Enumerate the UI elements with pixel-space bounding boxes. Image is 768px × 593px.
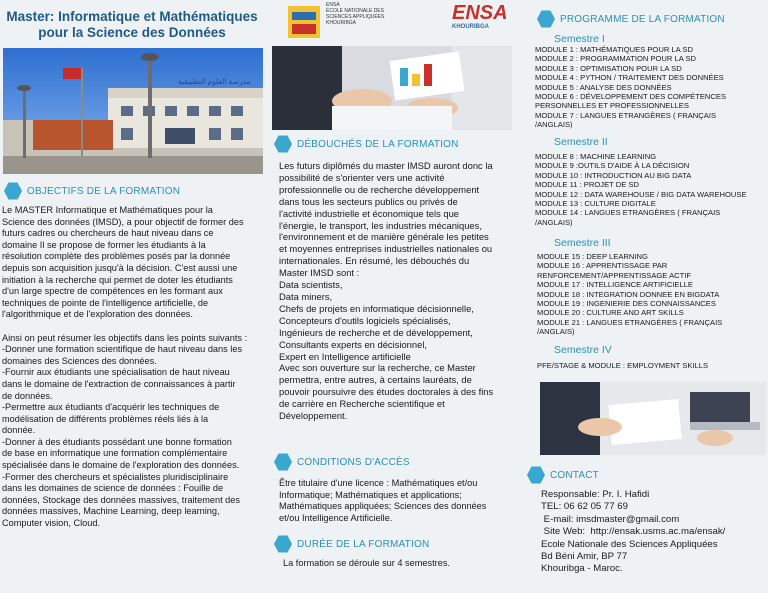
module-item: MODULE 16 : APPRENTISSAGE PAR RENFORCEMENT/APPRENTISSAGE ACTIF — [537, 261, 692, 280]
debouches-text: Les futurs diplômés du master IMSD auront donc la possibilité de s'orienter vers une activité professionnelle ou de recherche développement dans tous les secteurs publics ou privés de l'activité industrielle et économique tels que l'énergie, le transport, les industries mécaniques, l'environnement et de manière générale les petites et moyennes entreprises industrielles nationales ou internationales. En résumé, les débouchés du Master IMSD sont : Data scientists, Data miners, Chefs de projets en informatique décisionnelle, Concepteurs d'outils logiciels spécialisés, Ingénieurs de recherche et de développement, Consultants experts en décisionnel, Expert en Intelligence artificielle Avec son ouverture sur la recherche, ce Master permettra, entre autres, à certains lauréats, de pouvoir poursuivre des études doctorales à des fins de carrière en Recherche scientifique et Développement. — [279, 160, 494, 422]
duree-text: La formation se déroule sur 4 semestres. — [283, 558, 450, 568]
laptop-illustration — [540, 382, 766, 455]
semester-3-modules — [537, 252, 765, 337]
ensa-logo-sub: KHOURIBGA — [452, 24, 489, 30]
objectifs-heading — [4, 182, 180, 200]
duree-heading — [274, 535, 429, 553]
semester-4-label: Semestre IV — [554, 344, 612, 356]
programme-heading — [537, 10, 725, 28]
objectifs-text: Le MASTER Informatique et Mathématiques pour la Science des données (IMSD), a pour objectif de former des futurs cadres ou chercheurs de haut niveau dans ce domaine Il se propose de former les étudiants à la résolution complète des problèmes posés par la donnée depuis son acquisition jusqu'à la décision. C'est aussi une initiation à la recherche qui permet de doter les étudiants d'un large spectre de compétences en les formant aux techniques de pointe de l'intelligence artificielle, de l'algorithmique et de l'exploration des données. Ainsi on peut résumer les objectifs dans les points suivants : -Donner une formation scientifique de haut niveau dans les domaines des Sciences des données. -Fournir aux étudiants une spécialisation de haut niveau dans le domaine de l'extraction de connaissances à partir de données. -Permettre aux étudiants d'acquérir les techniques de modélisation de différents problèmes réels liés à la donnée. -Donner à des étudiants possédant une bonne formation de base en informatique une formation complémentaire spécialisée dans le domaine de l'exploration des données. -Former des chercheurs et spécialistes pluridisciplinaire dans les domaines de science de données : Fouille de données, Stockage des données massives, traitement des données massives, Machine Learning, deep learning, Computer vision, Cloud. — [2, 205, 248, 529]
module-item: MODULE 14 : LANGUES ETRANGÈRES ( FRANÇAIS /ANGLAIS) — [535, 208, 721, 227]
hexagon-icon — [274, 535, 292, 553]
business-illustration — [272, 46, 512, 130]
contact-address: Bd Béni Amir, BP 77 — [541, 551, 628, 563]
semester-4-modules — [537, 361, 765, 370]
laptop-photo — [540, 382, 766, 455]
module-item: MODULE 17 : INTELLIGENCE ARTIFICIELLE — [537, 280, 694, 290]
module-item: MODULE 6 : DÉVELOPPEMENT DES COMPÉTENCES PERSONNELLES ET PROFESSIONNELLES — [535, 92, 727, 111]
hexagon-icon — [537, 10, 555, 28]
module-item: MODULE 7 : LANGUES ETRANGÈRES ( FRANÇAIS /ANGLAIS) — [535, 110, 717, 130]
semester-2-modules — [535, 152, 765, 227]
debouches-heading-text: DÉBOUCHÉS DE LA FORMATION — [297, 138, 459, 150]
module-item: MODULE 20 : CULTURE AND ART SKILLS — [537, 308, 684, 318]
module-item: MODULE 11 : PROJET DE SD — [535, 180, 639, 190]
building-photo — [3, 48, 263, 174]
module-item: MODULE 3 : OPTIMISATION POUR LA SD — [535, 63, 682, 73]
semester-3-label: Semestre III — [554, 237, 611, 249]
semester-2-label: Semestre II — [554, 136, 608, 148]
module-item: MODULE 12 : DATA WAREHOUSE / BIG DATA WAREHOUSE — [535, 189, 747, 199]
module-item: MODULE 8 : MACHINE LEARNING — [535, 152, 657, 161]
business-photo — [272, 46, 512, 130]
contact-heading-text: CONTACT — [550, 469, 599, 481]
contact-tel: TEL: 06 62 05 77 69 — [541, 501, 628, 513]
contact-details — [541, 489, 725, 576]
conditions-text: Être titulaire d'une licence : Mathématiques et/ou Informatique; Mathématiques et applications; Mathématiques appliquées; Sciences des données et/ou Intelligence Artificielle. — [279, 478, 487, 523]
module-item: PFE/STAGE & MODULE : EMPLOYMENT SKILLS — [537, 361, 709, 370]
university-logo-text: ENSA ÉCOLE NATIONALE DES SCIENCES APPLIQUÉES KHOURIBGA — [326, 2, 385, 26]
module-item: MODULE 19 : INGENIERIE DES CONNAISSANCES — [537, 299, 716, 309]
objectifs-heading-text: OBJECTIFS DE LA FORMATION — [27, 185, 181, 197]
module-item: MODULE 13 : CULTURE DIGITALE — [535, 199, 656, 209]
module-item: MODULE 1 : MATHÉMATIQUES POUR LA SD — [535, 45, 693, 54]
ensa-logo-main: ENSA — [452, 2, 508, 24]
contact-responsable: Responsable: Pr. I. Hafidi — [541, 489, 650, 500]
hexagon-icon — [4, 182, 22, 200]
debouches-heading — [274, 135, 459, 153]
hexagon-icon — [527, 466, 545, 484]
building-sign: ﻣﺪﺭﺳﺔ ﺍﻟﻌﻠﻮﻡ ﺍﻟﺘﻄﺒﻴﻘﻴﺔ — [178, 77, 251, 86]
module-item: MODULE 9 :OUTILS D'AIDE À LA DÉCISION — [535, 161, 690, 171]
module-item: MODULE 4 : PYTHON / TRAITEMENT DES DONNÉES — [535, 73, 724, 83]
programme-heading-text: PROGRAMME DE LA FORMATION — [560, 13, 725, 25]
ensa-logo — [452, 2, 512, 40]
conditions-heading — [274, 453, 410, 471]
hexagon-icon — [274, 453, 292, 471]
building-illustration — [3, 48, 263, 174]
module-item: MODULE 21 : LANGUES ETRANGÈRES ( FRANÇAIS /ANGLAIS) — [537, 317, 723, 337]
conditions-heading-text: CONDITIONS D'ACCÈS — [297, 456, 410, 468]
university-logo — [284, 2, 324, 42]
contact-email[interactable]: E-mail: imsdmaster@gmail.com — [541, 513, 680, 525]
module-item: MODULE 5 : ANALYSE DES DONNÉES — [535, 82, 672, 92]
semester-1-label: Semestre I — [554, 33, 605, 45]
contact-heading — [527, 466, 599, 484]
contact-city: Khouribga - Maroc. — [541, 563, 623, 575]
module-item: MODULE 15 : DEEP LEARNING — [537, 252, 648, 261]
module-item: MODULE 18 : INTEGRATION DONNEE EN BIGDATA — [537, 289, 720, 299]
duree-heading-text: DURÉE DE LA FORMATION — [297, 538, 430, 550]
module-item: MODULE 10 : INTRODUCTION AU BIG DATA — [535, 170, 692, 180]
hexagon-icon — [274, 135, 292, 153]
contact-school: Ecole Nationale des Sciences Appliquées — [541, 538, 718, 550]
page-title: Master: Informatique et Mathématiques pour la Science des Données — [6, 9, 258, 40]
contact-website[interactable]: Site Web: http://ensak.usms.ac.ma/ensak/ — [541, 526, 726, 538]
module-item: MODULE 2 : PROGRAMMATION POUR LA SD — [535, 54, 697, 64]
semester-1-modules — [535, 45, 765, 130]
